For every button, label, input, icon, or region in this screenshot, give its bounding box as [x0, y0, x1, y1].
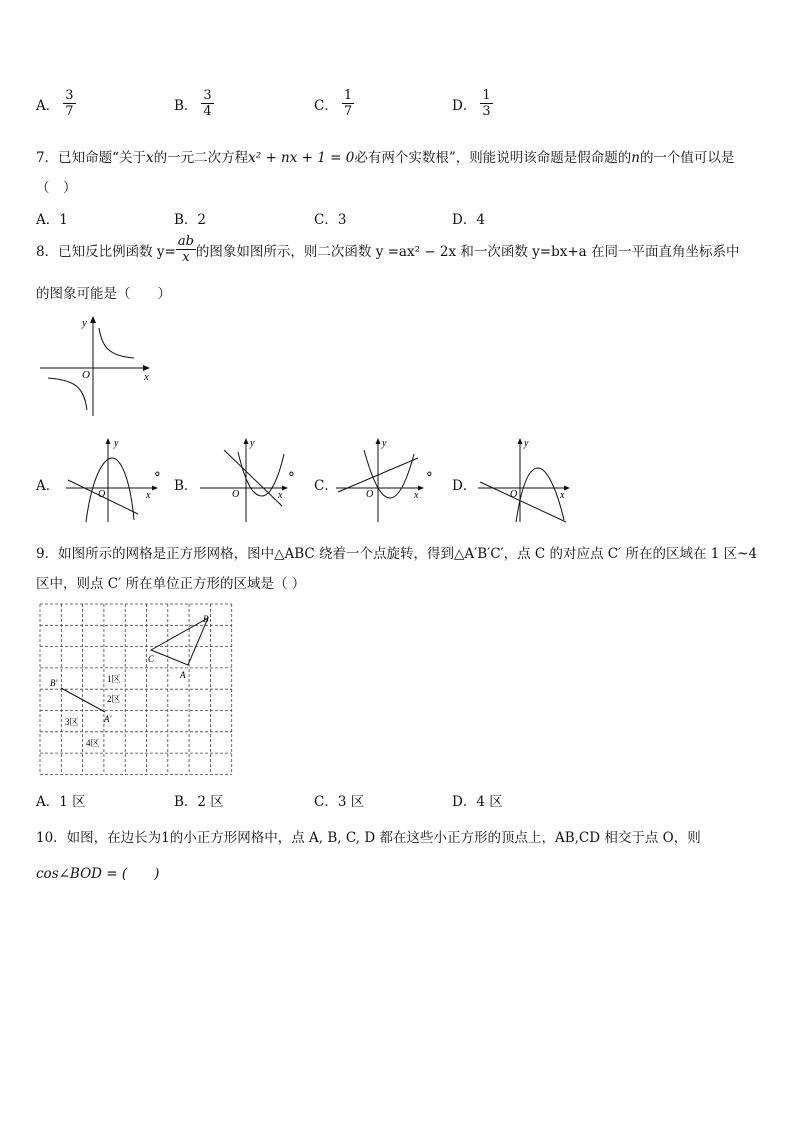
q8-option-a-label: A． [36, 478, 60, 494]
q7-stem: 7．已知命题“关于x的一元二次方程x² + nx + 1 = 0必有两个实数根”，则能说明该命题是假命题的n的一个值可以是 [36, 150, 735, 166]
y-axis-label: y [524, 438, 529, 449]
parabola [86, 458, 134, 522]
label-b-prime: B′ [50, 678, 58, 688]
label-c: C [148, 654, 155, 664]
q9-stem-line2: 区中，则点 C′ 所在单位正方形的区域是（ ） [36, 576, 306, 592]
y-axis-arrow [244, 438, 249, 444]
q7-option-a: A．1 [36, 212, 68, 228]
y-axis-label: y [114, 438, 119, 449]
hyperbola-graph [36, 312, 156, 420]
label-a-prime: A′ [104, 714, 112, 724]
q7-option-d: D．4 [452, 212, 485, 228]
q9-stem: 9．如图所示的网格是正方形网格，图中△ABC 绕着一个点旋转，得到△A′B′C′，点 C 的对应点 C′ 所在的区域在 1 区~4 [36, 546, 758, 562]
x-axis-arrow [152, 486, 158, 491]
q7-option-c: C．3 [314, 212, 347, 228]
q8-option-d-label: D． [452, 478, 477, 494]
q6-option-a: A． $\frac{3}{7}$ [36, 88, 74, 119]
q8-option-b-graph [198, 436, 294, 524]
q9-option-a: A．1 区 [36, 794, 86, 810]
q6-option-b: B． $\frac{3}{4}$ [174, 88, 212, 119]
q6-option-c: C． $\frac{1}{7}$ [314, 88, 353, 119]
y-axis-label: y [382, 438, 387, 449]
x-axis-arrow [564, 486, 570, 491]
q7-option-b: B．2 [174, 212, 207, 228]
q10-stem-line2: cos∠BOD = ( ) [36, 866, 160, 882]
origin-label: O [232, 489, 240, 500]
region-3-label: 3区 [65, 717, 79, 727]
q8-option-d-graph [476, 436, 576, 524]
label-b: B [203, 614, 209, 624]
degree-mark: ° [426, 470, 433, 486]
degree-mark: ° [154, 470, 161, 486]
q8-option-a-graph [64, 436, 160, 524]
x-axis-label: x [146, 490, 151, 501]
y-axis-arrow [106, 438, 111, 444]
origin-label: O [366, 489, 374, 500]
x-axis-label: x [414, 490, 419, 501]
q9-option-c: C．3 区 [314, 794, 365, 810]
q6-option-d: D． $\frac{1}{3}$ [452, 88, 491, 119]
fraction: $\frac{ab}{x}$ [177, 234, 194, 265]
q9-option-d: D．4 区 [452, 794, 503, 810]
q8-option-c-label: C． [314, 478, 338, 494]
fraction: $\frac{3}{7}$ [65, 88, 74, 119]
y-axis-arrow [518, 438, 523, 444]
q8-stem-line2: 的图象可能是（ ） [36, 286, 171, 302]
triangle-abc [151, 618, 208, 665]
y-axis-arrow [376, 438, 381, 444]
x-axis-label: x [560, 490, 565, 501]
origin-label: O [510, 489, 518, 500]
q7-paren: （ ） [36, 180, 77, 196]
origin-label: O [82, 369, 90, 381]
x-axis-arrow [418, 486, 424, 491]
origin-label: O [98, 489, 106, 500]
fraction: $\frac{1}{3}$ [482, 88, 491, 119]
q9-option-b: B．2 区 [174, 794, 224, 810]
label-a: A [180, 670, 186, 680]
hyperbola-branch-1 [99, 328, 134, 358]
q8-option-c-graph [334, 436, 434, 524]
segment-a-prime-b-prime [61, 688, 105, 712]
hyperbola-branch-2 [48, 378, 87, 410]
parabola [516, 468, 564, 522]
fraction: $\frac{3}{4}$ [203, 88, 212, 119]
x-axis-label: x [144, 371, 149, 383]
q10-stem: 10．如图，在边长为1的小正方形网格中，点 A, B, C, D 都在这些小正方形的顶点上，AB,CD 相交于点 O，则 [36, 830, 701, 846]
fraction: $\frac{1}{7}$ [343, 88, 353, 119]
x-axis-arrow [282, 486, 288, 491]
degree-mark: ° [288, 470, 295, 486]
x-axis-label: x [278, 490, 283, 501]
y-axis-label: y [82, 317, 87, 329]
q8-option-b-label: B． [174, 478, 198, 494]
q9-grid-figure [38, 602, 236, 778]
region-2-label: 2区 [107, 694, 121, 704]
region-4-label: 4区 [86, 738, 100, 748]
region-1-label: 1区 [107, 674, 121, 684]
y-axis-arrow [90, 316, 96, 323]
q8-stem: 8．已知反比例函数 y= $\frac{ab}{x}$ 的图象如图所示，则二次函数 y =ax² − 2x 和一次函数 y=bx+a 在同一平面直角坐标系中 [36, 234, 740, 265]
y-axis-label: y [250, 438, 255, 449]
